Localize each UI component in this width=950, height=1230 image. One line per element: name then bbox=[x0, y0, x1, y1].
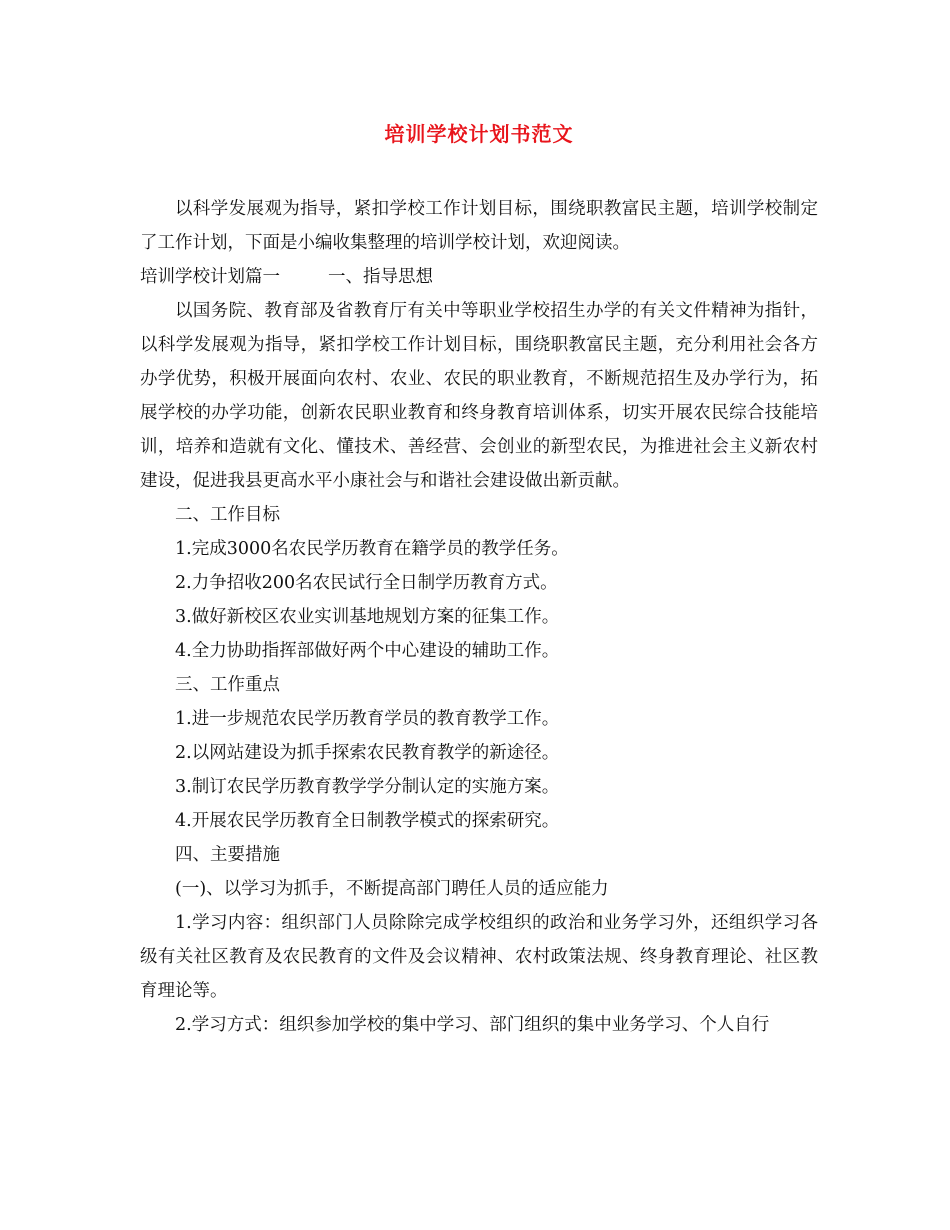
section4-item: 2.学习方式：组织参加学校的集中学习、部门组织的集中业务学习、个人自行 bbox=[175, 1015, 770, 1035]
section3-item: 1.进一步规范农民学历教育学员的教育教学工作。 bbox=[175, 709, 560, 729]
part1-label: 培训学校计划篇一 bbox=[140, 267, 280, 287]
document-title: 培训学校计划书范文 bbox=[384, 122, 574, 146]
section2-item: 3.做好新校区农业实训基地规划方案的征集工作。 bbox=[175, 607, 560, 627]
section3-item: 2.以网站建设为抓手探索农民教育教学的新途径。 bbox=[175, 743, 560, 763]
document-body bbox=[140, 192, 818, 1042]
section1-paragraph: 以国务院、教育部及省教育厅有关中等职业学校招生办学的有关文件精神为指针，以科学发展观为指导，紧扣学校工作计划目标，围绕职教富民主题，充分利用社会各方办学优势，积极开展面向农村、农业、农民的职业教育，不断规范招生及办学行为，拓展学校的办学功能，创新农民职业教育和终身教育培训体系，切实开展农民综合技能培训，培养和造就有文化、懂技术、善经营、会创业的新型农民，为推进社会主义新农村建设，促进我县更高水平小康社会与和谐社会建设做出新贡献。 bbox=[140, 301, 818, 491]
section2-item: 2.力争招收200名农民试行全日制学历教育方式。 bbox=[175, 573, 558, 593]
section2-item: 4.全力协助指挥部做好两个中心建设的辅助工作。 bbox=[175, 641, 560, 661]
section2-heading: 二、工作目标 bbox=[175, 505, 280, 525]
part1-heading-line bbox=[140, 260, 818, 294]
section2-item: 1.完成3000名农民学历教育在籍学员的教学任务。 bbox=[175, 539, 569, 559]
section3-heading: 三、工作重点 bbox=[175, 675, 280, 695]
section3-item: 4.开展农民学历教育全日制教学模式的探索研究。 bbox=[175, 811, 560, 831]
intro-paragraph: 以科学发展观为指导，紧扣学校工作计划目标，围绕职教富民主题，培训学校制定了工作计划，下面是小编收集整理的培训学校计划，欢迎阅读。 bbox=[140, 199, 818, 253]
section4-item: 1.学习内容：组织部门人员除除完成学校组织的政治和业务学习外，还组织学习各级有关社区教育及农民教育的文件及会议精神、农村政策法规、终身教育理论、社区教育理论等。 bbox=[140, 913, 818, 1001]
section4-subheading: (一)、以学习为抓手，不断提高部门聘任人员的适应能力 bbox=[175, 879, 609, 899]
section4-heading: 四、主要措施 bbox=[175, 845, 280, 865]
section3-item: 3.制订农民学历教育教学学分制认定的实施方案。 bbox=[175, 777, 560, 797]
section1-heading: 一、指导思想 bbox=[328, 267, 433, 287]
